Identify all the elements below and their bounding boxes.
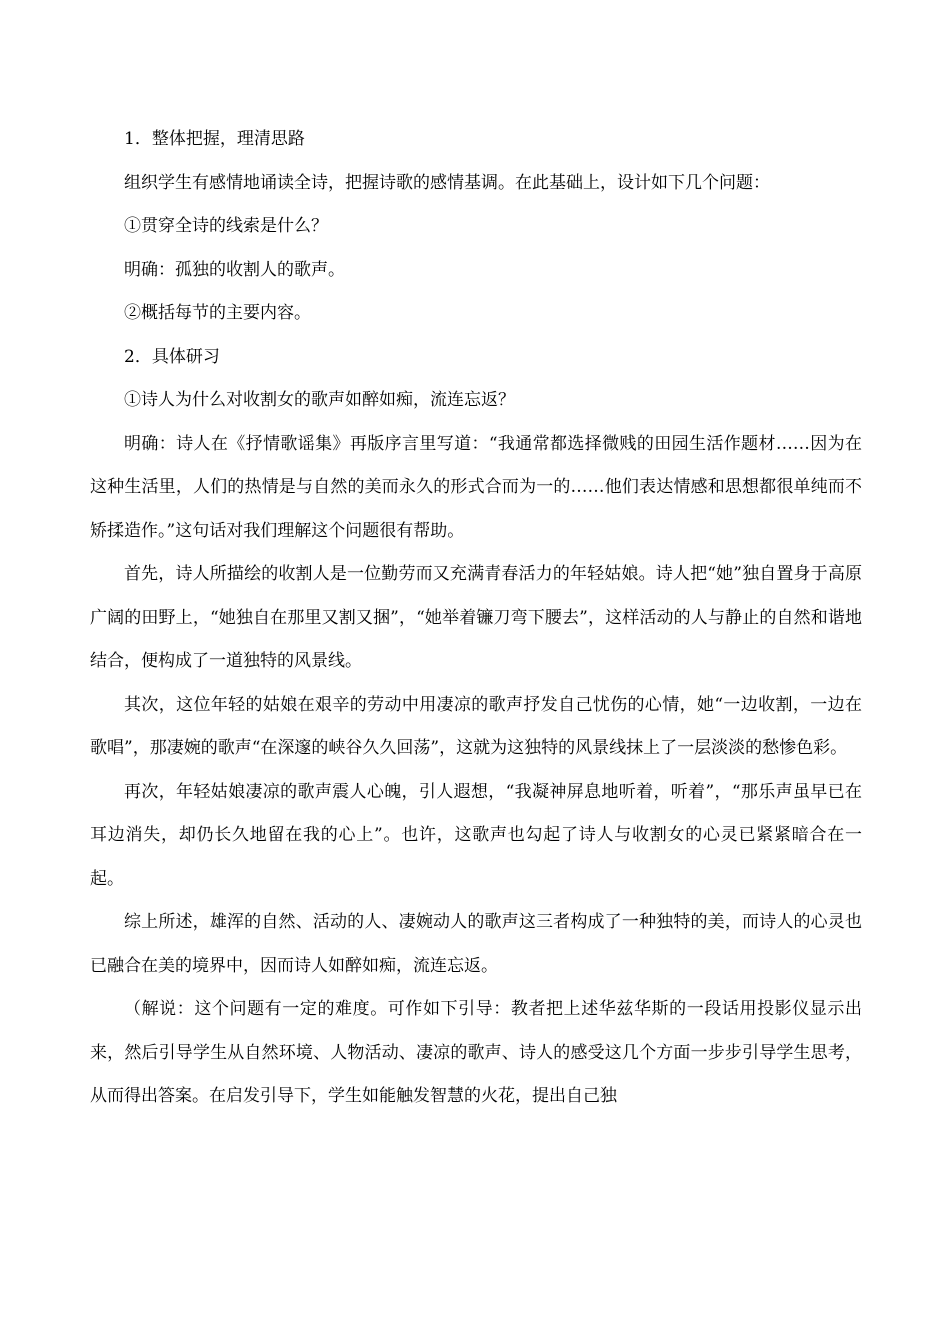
- paragraph-first: 首先，诗人所描绘的收割人是一位勤劳而又充满青春活力的年轻姑娘。诗人把“她”独自置身于高原广阔的田野上，“她独自在那里又割又捆”，“她举着镰刀弯下腰去”，这样活动的人与静止的自然和谐地结合，便构成了一道独特的风景线。: [90, 564, 862, 671]
- question-1: ①贯穿全诗的线索是什么？: [124, 216, 328, 236]
- paragraph-instruction: 组织学生有感情地诵读全诗，把握诗歌的感情基调。在此基础上，设计如下几个问题：: [124, 172, 770, 193]
- question-2: ②概括每节的主要内容。: [124, 303, 311, 323]
- answer-1: 明确：孤独的收割人的歌声。: [124, 259, 345, 280]
- document-body: [90, 118, 862, 1119]
- answer-3-intro: 明确：诗人在《抒情歌谣集》再版序言里写道：“我通常都选择微贱的田园生活作题材……因为在这种生活里，人们的热情是与自然的美而永久的形式合而为一的……他们表达情感和思想都很单纯而不矫揉造作。”这句话对我们理解这个问题很有帮助。: [90, 433, 862, 541]
- paragraph-second: 其次，这位年轻的姑娘在艰辛的劳动中用凄凉的歌声抒发自己忧伤的心情，她“一边收割，一边在歌唱”，那凄婉的歌声“在深邃的峡谷久久回荡”，这就为这独特的风景线抹上了一层淡淡的愁惨色彩。: [90, 694, 862, 758]
- section-heading-overall: 1．整体把握，理清思路: [124, 129, 305, 149]
- paragraph-commentary: （解说：这个问题有一定的难度。可作如下引导：教者把上述华兹华斯的一段话用投影仪显示出来，然后引导学生从自然环境、人物活动、凄凉的歌声、诗人的感受这几个方面一步步引导学生思考，从而得出答案。在启发引导下，学生如能触发智慧的火花，提出自己独: [90, 999, 862, 1106]
- section-heading-study: 2．具体研习: [124, 346, 220, 367]
- paragraph-third: 再次，年轻姑娘凄凉的歌声震人心魄，引人遐想，“我凝神屏息地听着，听着”，“那乐声虽早已在耳边消失，却仍长久地留在我的心上”。也许，这歌声也勾起了诗人与收割女的心灵已紧紧暗合在一起。: [90, 781, 862, 889]
- question-3: ①诗人为什么对收割女的歌声如醉如痴，流连忘返？: [124, 390, 515, 410]
- paragraph-summary: 综上所述，雄浑的自然、活动的人、凄婉动人的歌声这三者构成了一种独特的美，而诗人的心灵也已融合在美的境界中，因而诗人如醉如痴，流连忘返。: [90, 912, 862, 976]
